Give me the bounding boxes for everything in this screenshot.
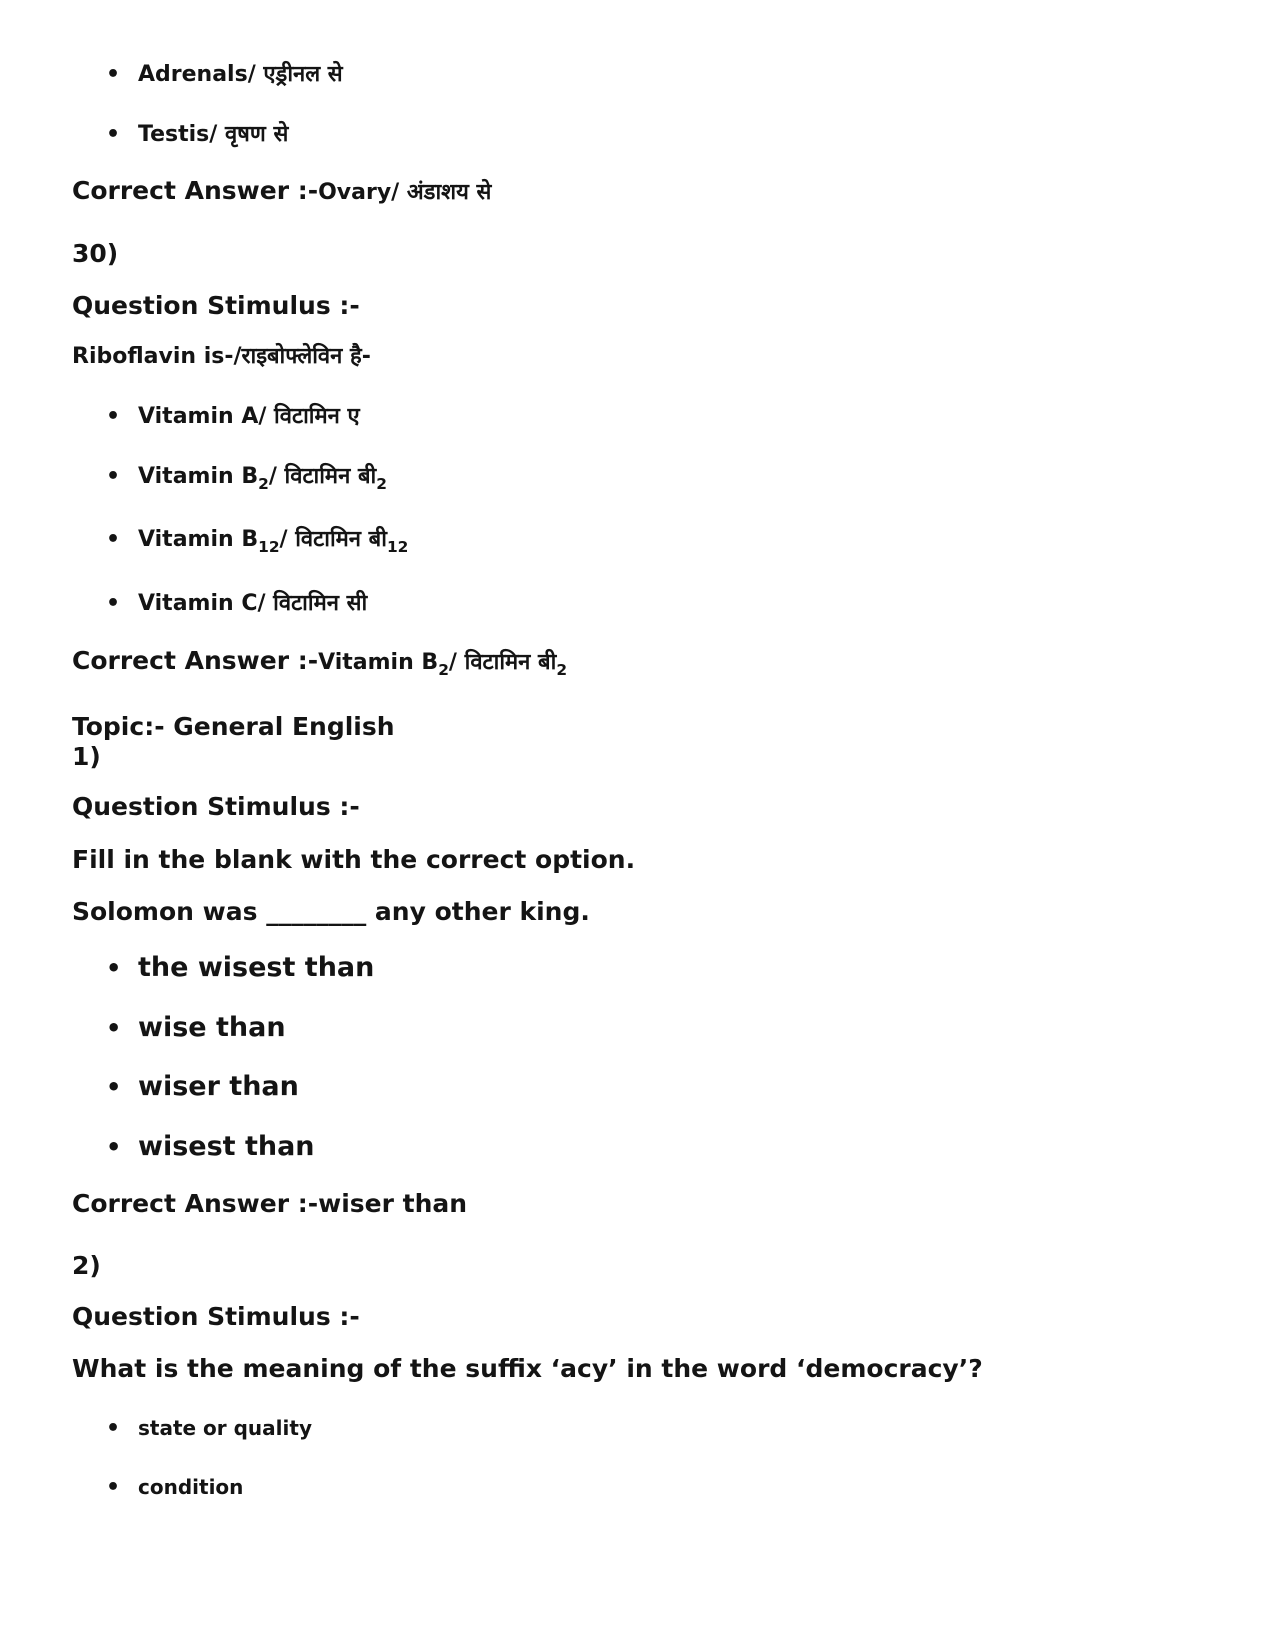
bullet-icon: • xyxy=(106,62,121,87)
question-stimulus-label: Question Stimulus :- xyxy=(72,291,360,320)
option-item xyxy=(106,402,360,432)
option-text-part: / विटामिन बी xyxy=(268,464,377,489)
correct-answer xyxy=(72,646,567,678)
correct-answer-label: Correct Answer :- xyxy=(72,176,319,205)
bullet-icon: • xyxy=(106,122,121,147)
option-text: wise than xyxy=(138,1012,286,1043)
option-item xyxy=(106,1072,299,1102)
subscript: 2 xyxy=(438,661,449,679)
bullet-icon: • xyxy=(106,1014,122,1042)
option-text xyxy=(138,462,387,492)
answer-text-part: / विटामिन बी xyxy=(448,650,557,675)
correct-answer-label: Correct Answer :- xyxy=(72,646,319,675)
question-number: 30) xyxy=(72,239,119,268)
bullet-icon: • xyxy=(106,1475,121,1500)
option-item xyxy=(106,1413,312,1444)
bullet-icon: • xyxy=(106,954,122,982)
bullet-icon: • xyxy=(106,591,121,616)
question-number: 1) xyxy=(72,742,101,771)
option-text: wisest than xyxy=(138,1131,315,1162)
bullet-icon: • xyxy=(106,1416,121,1441)
question-text: What is the meaning of the suffix ‘acy’ in the word ‘democracy’? xyxy=(72,1354,983,1383)
answer-text-part: Vitamin B xyxy=(318,650,439,675)
option-text-part: / विटामिन बी xyxy=(279,527,387,552)
option-text: condition xyxy=(138,1475,244,1499)
option-text: wiser than xyxy=(138,1071,299,1102)
correct-answer-value: Ovary/ अंडाशय से xyxy=(318,180,492,205)
subscript: 12 xyxy=(386,538,409,556)
option-text: the wisest than xyxy=(138,952,375,983)
option-text-part: Vitamin B xyxy=(138,464,259,489)
option-text-part: Vitamin B xyxy=(138,527,259,552)
correct-answer xyxy=(72,176,491,208)
correct-answer-label: Correct Answer :- xyxy=(72,1189,319,1218)
option-text: Vitamin A/ विटामिन ए xyxy=(138,404,360,429)
correct-answer-value: wiser than xyxy=(318,1189,468,1218)
option-text xyxy=(138,525,408,555)
option-item xyxy=(106,525,408,555)
bullet-icon: • xyxy=(106,527,121,552)
question-stimulus-label: Question Stimulus :- xyxy=(72,1302,360,1331)
option-text: state or quality xyxy=(138,1416,312,1440)
option-item xyxy=(106,1472,243,1503)
option-item xyxy=(106,1132,315,1162)
bullet-icon: • xyxy=(106,1133,122,1161)
subscript: 2 xyxy=(376,475,387,493)
correct-answer-value xyxy=(318,650,568,679)
bullet-icon: • xyxy=(106,464,121,489)
correct-answer xyxy=(72,1189,467,1219)
question-stimulus-label: Question Stimulus :- xyxy=(72,792,360,821)
option-text: Vitamin C/ विटामिन सी xyxy=(138,591,368,616)
bullet-icon: • xyxy=(106,404,121,429)
subscript: 2 xyxy=(258,475,269,493)
option-item xyxy=(106,60,343,90)
option-item xyxy=(106,1013,286,1043)
option-item xyxy=(106,589,367,619)
question-text: Solomon was ________ any other king. xyxy=(72,897,590,926)
subscript: 2 xyxy=(556,661,568,679)
option-item xyxy=(106,120,288,150)
subscript: 12 xyxy=(258,538,280,556)
option-item xyxy=(106,462,387,492)
question-instruction: Fill in the blank with the correct option. xyxy=(72,845,636,874)
option-text: Adrenals/ एड्रीनल से xyxy=(138,62,343,87)
question-number: 2) xyxy=(72,1251,101,1280)
option-text: Testis/ वृषण से xyxy=(138,122,289,147)
bullet-icon: • xyxy=(106,1073,122,1101)
option-item xyxy=(106,953,374,983)
question-text: Riboflavin is-/राइबोफ्लेविन है- xyxy=(72,344,371,369)
topic-heading: Topic:- General English xyxy=(72,712,395,741)
